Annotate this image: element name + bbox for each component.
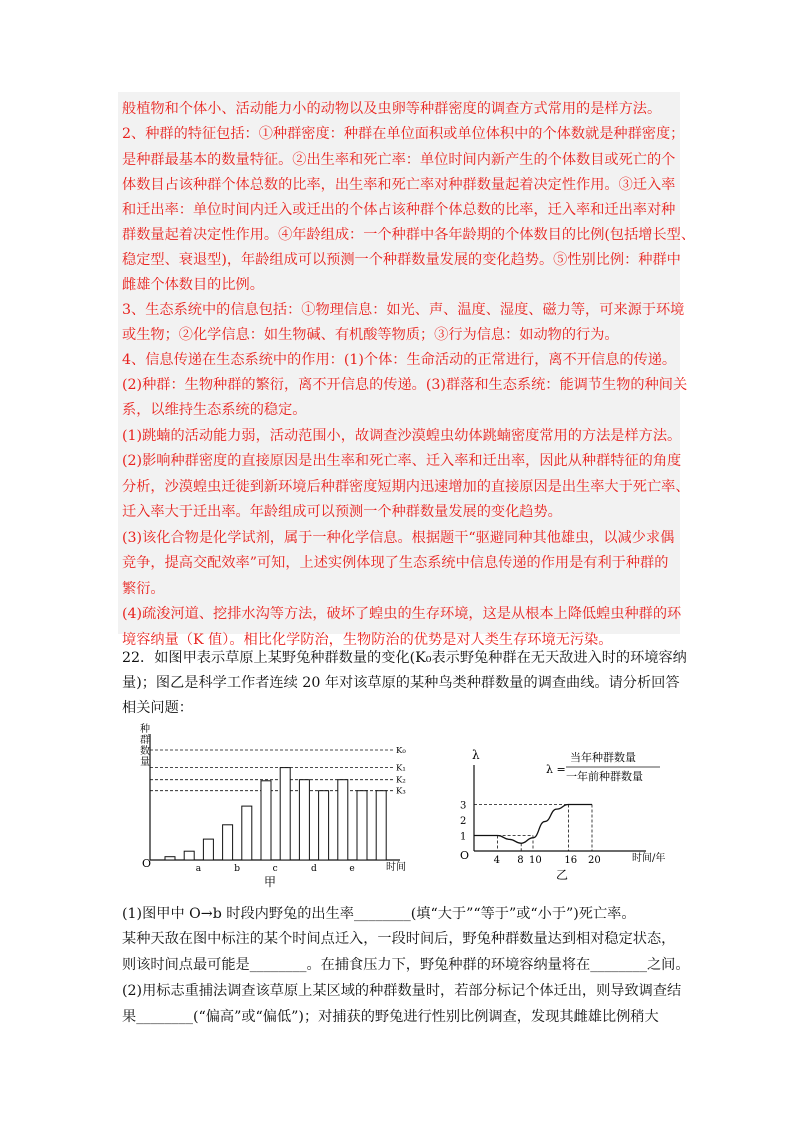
- jia-reference-label: K₃: [396, 786, 406, 797]
- yi-x-tick-label: 4: [493, 855, 500, 866]
- question-line: 相关问题：: [122, 700, 193, 716]
- jia-x-axis-label: 时间: [386, 862, 406, 873]
- jia-bar: [357, 791, 367, 860]
- jia-origin-label: O: [142, 857, 152, 870]
- figure-jia-bar-chart: [138, 722, 428, 892]
- jia-tick-label: a: [195, 864, 202, 874]
- jia-bar: [376, 791, 386, 860]
- yi-formula-lhs: λ =: [546, 763, 566, 776]
- answer-line: 3、生态系统中的信息包括：①物理信息：如光、声、温度、湿度、磁力等，可来源于环境: [122, 302, 685, 318]
- jia-bar: [280, 768, 290, 860]
- answer-line: (1)跳蝻的活动能力弱，活动范围小，故调查沙漠蝗虫幼体跳蝻密度常用的方法是样方法。: [122, 428, 682, 444]
- answer-line: 迁入率大于迁出率。年龄组成可以预测一个种群数量发展的变化趋势。: [122, 504, 562, 520]
- yi-x-tick-label: 16: [564, 855, 578, 866]
- jia-reference-label: K₀: [396, 746, 406, 756]
- question-line: 则该时间点最可能是________。在捕食压力下，野兔种群的环境容纳量将在________之间。: [122, 957, 690, 973]
- answer-line: 繁衍。: [122, 581, 165, 597]
- yi-x-tick-label: 10: [529, 855, 542, 866]
- jia-tick-label: c: [272, 864, 278, 874]
- jia-reference-label: K₁: [396, 763, 406, 774]
- answer-line: 竞争，提高交配效率”可知，上述实例体现了生态系统中信息传递的作用是有利于种群的: [122, 555, 669, 571]
- jia-y-axis-label: [140, 722, 150, 768]
- answer-line: 2、种群的特征包括：①种群密度：种群在单位面积或单位体积中的个体数就是种群密度；: [122, 126, 685, 142]
- answer-line: 系，以维持生态系统的稳定。: [122, 402, 307, 418]
- answer-line: 4、信息传递在生态系统中的作用：(1)个体：生命活动的正常进行，离不开信息的传递。: [122, 352, 677, 368]
- jia-caption: 甲: [264, 875, 277, 889]
- answer-line: 或生物；②化学信息：如生物碱、有机酸等物质；③行为信息：如动物的行为。: [122, 327, 619, 343]
- answer-line: 分析，沙漠蝗虫迁徙到新环境后种群密度短期内迅速增加的直接原因是出生率大于死亡率、: [122, 479, 690, 495]
- jia-bar: [165, 857, 175, 860]
- yi-formula-denominator: 一年前种群数量: [566, 770, 643, 783]
- yi-formula-numerator: 当年种群数量: [570, 751, 636, 764]
- jia-y-label-char: 量: [140, 757, 150, 768]
- question-line: 量)；图乙是科学工作者连续 20 年对该草原的某种鸟类种群数量的调查曲线。请分析回答: [122, 675, 680, 691]
- answer-line: 雌雄个体数目的比例。: [122, 277, 264, 293]
- jia-bar: [319, 791, 329, 860]
- yi-y-axis-label: λ: [472, 748, 480, 762]
- answer-line: 体数目占该种群个体总数的比率，出生率和死亡率对种群数量起着决定性作用。③迁入率: [122, 177, 676, 193]
- yi-y-tick-label: 2: [460, 816, 467, 827]
- yi-y-tick-label: 1: [460, 831, 467, 843]
- yi-x-tick-label: 8: [517, 855, 524, 866]
- yi-lambda-curve: [474, 805, 592, 844]
- question-line: (1)图甲中 O→b 时段内野兔的出生率________(填“大于”“等于”或“小于”)死亡率。: [122, 906, 636, 922]
- jia-y-label-char: 种: [140, 724, 150, 735]
- jia-tick-label: e: [349, 864, 355, 874]
- jia-y-label-char: 数: [140, 746, 150, 757]
- answer-line: 是种群最基本的数量特征。②出生率和死亡率：单位时间内新产生的个体数目或死亡的个: [122, 152, 676, 168]
- jia-tick-label: b: [234, 864, 240, 874]
- jia-bar: [203, 839, 213, 860]
- yi-caption: 乙: [556, 868, 569, 882]
- jia-tick-label: d: [311, 864, 317, 874]
- answer-line: (3)该化合物是化学试剂，属于一种化学信息。根据题干“驱避同种其他雄虫，以减少求偶: [122, 530, 675, 546]
- jia-bar: [184, 851, 194, 860]
- jia-bar: [242, 806, 252, 860]
- yi-origin-label: O: [460, 849, 470, 862]
- answer-line: 和迁出率：单位时间内迁入或迁出的个体占该种群个体总数的比率，迁入率和迁出率对种: [122, 202, 676, 218]
- yi-x-tick-label: 20: [588, 855, 601, 866]
- answer-line: 稳定型、衰退型)，年龄组成可以预测一个种群数量发展的变化趋势。⑤性别比例：种群中: [122, 252, 681, 268]
- figure-yi-line-chart: [446, 745, 686, 895]
- question-line: (2)用标志重捕法调查该草原上某区域的种群数量时，若部分标记个体迁出，则导致调查结: [122, 983, 682, 999]
- answer-line: (2)种群：生物种群的繁衍，离不开信息的传递。(3)群落和生态系统：能调节生物的种间关: [122, 377, 688, 393]
- answer-line: (4)疏浚河道、挖排水沟等方法，破坏了蝗虫的生存环境，这是从根本上降低蝗虫种群的环: [122, 606, 682, 622]
- jia-reference-label: K₂: [396, 775, 406, 786]
- jia-bar: [261, 781, 271, 860]
- question-line: 某种天敌在图中标注的某个时间点迁入，一段时间后，野兔种群数量达到相对稳定状态，: [122, 931, 676, 947]
- yi-x-axis-label: 时间/年: [632, 853, 666, 864]
- jia-bar: [338, 780, 348, 860]
- question-line: 22．如图甲表示草原上某野兔种群数量的变化(K₀表示野兔种群在无天敌进入时的环境容纳: [122, 650, 687, 666]
- answer-line: 境容纳量（K 值）。相比化学防治，生物防治的优势是对人类生存环境无污染。: [122, 632, 613, 648]
- yi-y-tick-label: 3: [460, 800, 467, 812]
- question-line: 果________(“偏高”或“偏低”)；对捕获的野兔进行性别比例调查，发现其雌雄比例稍大: [122, 1009, 659, 1025]
- jia-bar: [223, 825, 233, 860]
- answer-line: 群数量起着决定性作用。④年龄组成：一个种群中各年龄期的个体数目的比例(包括增长型、: [122, 227, 696, 243]
- jia-bar: [299, 780, 309, 860]
- answer-line: (2)影响种群密度的直接原因是出生率和死亡率、迁入率和迁出率，因此从种群特征的角度: [122, 453, 682, 469]
- jia-y-label-char: 群: [140, 735, 150, 746]
- answer-line: 般植物和个体小、活动能力小的动物以及虫卵等种群密度的调查方式常用的是样方法。: [122, 101, 662, 117]
